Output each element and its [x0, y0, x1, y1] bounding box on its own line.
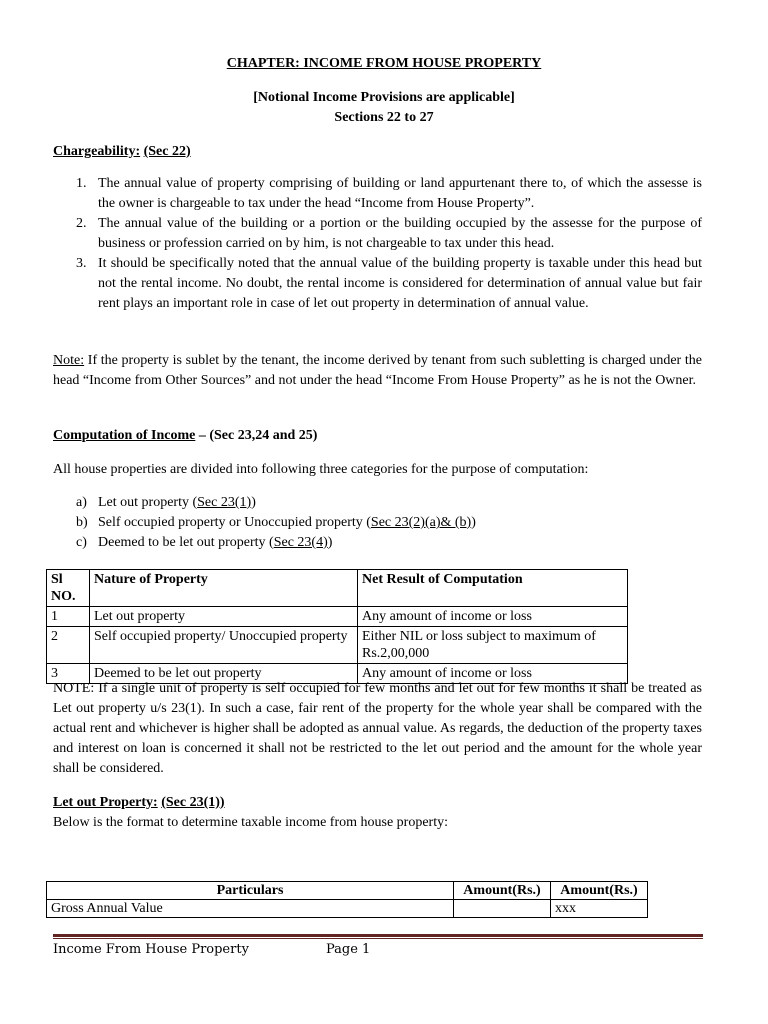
- list-number: 2.: [76, 216, 87, 231]
- list-text: The annual value of the building or a portion or the building occupied by the assesse for the purpose of business or profession carried on by him, is not chargeable to tax under this head.: [98, 216, 702, 251]
- footer-divider-thin: [53, 938, 703, 939]
- table-row: [47, 627, 628, 664]
- column-header: Nature of Property: [90, 570, 358, 607]
- table-cell: Either NIL or loss subject to maximum of Rs.2,00,000: [358, 627, 628, 664]
- table-header-row: [47, 570, 628, 607]
- list-text-end: ): [327, 535, 333, 550]
- list-text: Deemed to be let out property (: [98, 535, 274, 550]
- computation-heading: [53, 426, 317, 446]
- list-letter: b): [76, 515, 88, 530]
- list-item: [53, 533, 476, 553]
- table-cell: Let out property: [90, 607, 358, 627]
- column-header: Sl NO.: [47, 570, 90, 607]
- sublet-note: [53, 351, 702, 391]
- note-text: If the property is sublet by the tenant, the income derived by tenant from such subletting is charged under the head “Income from Other Sources” and not under the head “Income From House Property” as he is not the Owner.: [53, 353, 702, 388]
- list-item: [53, 493, 476, 513]
- letout-ref: (Sec 23(1)): [161, 795, 225, 810]
- table-cell: Any amount of income or loss: [358, 664, 628, 684]
- computation-format-table: [46, 881, 648, 918]
- list-item: [53, 513, 476, 533]
- page-number: Page 1: [326, 942, 371, 957]
- table-cell: 1: [47, 607, 90, 627]
- letout-heading: [53, 793, 225, 813]
- list-number: 3.: [76, 256, 87, 271]
- list-item: [53, 174, 702, 214]
- footer-title: Income From House Property: [53, 942, 249, 957]
- chapter-title: CHAPTER: INCOME FROM HOUSE PROPERTY: [226, 56, 542, 71]
- list-number: 1.: [76, 176, 87, 191]
- computation-intro: All house properties are divided into following three categories for the purpose of computation:: [53, 462, 589, 477]
- chargeability-ref: (Sec 22): [143, 144, 191, 159]
- list-text: Let out property (: [98, 495, 198, 510]
- table-row: [47, 900, 648, 918]
- computation-ref: – (Sec 23,24 and 25): [195, 428, 318, 443]
- list-text-end: ): [471, 515, 476, 530]
- chargeability-label: Chargeability:: [53, 144, 141, 159]
- category-list: [53, 493, 476, 553]
- list-item: [53, 214, 702, 254]
- list-text: It should be specifically noted that the annual value of the building property is taxable under this head but not the rental income. No doubt, the rental income is considered for determination of annual value but fair rent plays an important role in case of let out property in determination of annual value.: [98, 256, 702, 311]
- footer-divider: [53, 934, 703, 937]
- table-cell: 3: [47, 664, 90, 684]
- table-header-row: [47, 882, 648, 900]
- note-label: Note:: [53, 353, 85, 368]
- table-cell: [454, 900, 551, 918]
- table-cell: xxx: [551, 900, 648, 918]
- mixed-use-note: NOTE: If a single unit of property is self occupied for few months and let out for few months it shall be treated as Let out property u/s 23(1). In such a case, fair rent of the property for the whole year shall be compared with the actual rent and whichever is higher shall be adopted as annual value. As regards, the deduction of the property taxes and interest on loan is concerned it shall not be restricted to the let out period and the amount for the whole year shall be considered.: [53, 681, 702, 776]
- table-cell: Deemed to be let out property: [90, 664, 358, 684]
- list-text: The annual value of property comprising of building or land appurtenant there to, of which the assesse is the owner is chargeable to tax under the head “Income from House Property”.: [98, 176, 702, 211]
- list-letter: a): [76, 495, 87, 510]
- letout-intro: Below is the format to determine taxable income from house property:: [53, 815, 448, 830]
- table-row: [47, 607, 628, 627]
- chargeability-list: [53, 174, 702, 314]
- sections-range: Sections 22 to 27: [334, 110, 434, 125]
- list-text-end: ): [251, 495, 256, 510]
- table-cell: 2: [47, 627, 90, 664]
- column-header: Amount(Rs.): [454, 882, 551, 900]
- letout-label: Let out Property:: [53, 795, 158, 810]
- computation-label: Computation of Income: [53, 428, 196, 443]
- table-cell: Any amount of income or loss: [358, 607, 628, 627]
- table-cell: Self occupied property/ Unoccupied property: [90, 627, 358, 664]
- list-letter: c): [76, 535, 87, 550]
- list-item: [53, 254, 702, 314]
- column-header: Amount(Rs.): [551, 882, 648, 900]
- section-ref: Sec 23(1): [197, 495, 252, 510]
- section-ref: Sec 23(2)(a)& (b): [370, 515, 472, 530]
- column-header: Particulars: [47, 882, 454, 900]
- list-text: Self occupied property or Unoccupied property (: [98, 515, 371, 530]
- section-ref: Sec 23(4): [273, 535, 328, 550]
- chargeability-heading: [53, 142, 191, 162]
- table-cell: Gross Annual Value: [47, 900, 454, 918]
- column-header: Net Result of Computation: [358, 570, 628, 607]
- property-type-table: [46, 569, 628, 684]
- chapter-subtitle: [Notional Income Provisions are applicable]: [253, 90, 515, 105]
